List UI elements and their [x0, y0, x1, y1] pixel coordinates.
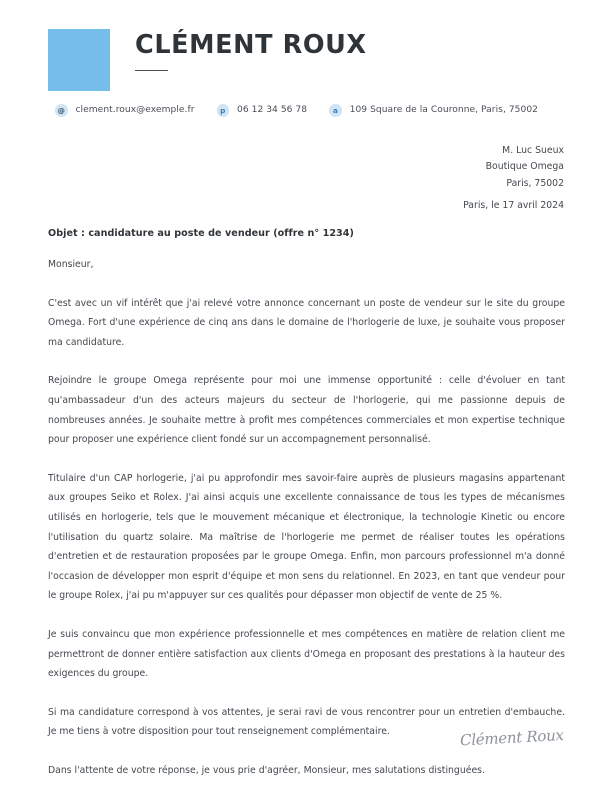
letter-paragraph: C'est avec un vif intérêt que j'ai relevé votre annonce concernant un poste de vendeur sur le site du groupe Omega. Fort d'une expérience de cinq ans dans le domaine de l'horlogerie de luxe, je souhaite vous proposer ma candidature. — [48, 297, 565, 348]
page-title: CLÉMENT ROUX — [135, 30, 367, 60]
letter-paragraph: Rejoindre le groupe Omega représente pour moi une immense opportunité : celle d'évoluer en tant qu'ambassadeur d'un des acteurs majeurs du secteur de l'horlogerie, qui me passionne depuis de nombreuses années. Je souhaite mettre à profit mes compétences commerciales et mon expertise technique pour proposer une expérience client fondé sur un accompagnement personnalisé. — [48, 375, 565, 446]
contact-row — [55, 104, 575, 117]
letter-salutation: Monsieur, — [48, 259, 94, 270]
contact-email-value: clement.roux@exemple.fr — [75, 105, 195, 116]
letter-subject: Objet : candidature au poste de vendeur (offre n° 1234) — [48, 228, 354, 239]
signature: Clément Roux — [460, 726, 565, 750]
letter-paragraph: Dans l'attente de votre réponse, je vous prie d'agréer, Monsieur, mes salutations distinguées. — [48, 764, 485, 776]
contact-phone-value: 06 12 34 56 78 — [237, 105, 308, 116]
recipient-block — [486, 143, 564, 192]
name-block — [135, 28, 367, 71]
letter-body — [48, 255, 565, 780]
title-underline-rule — [135, 70, 168, 72]
at-icon: @ — [55, 104, 68, 117]
brand-color-block — [48, 29, 110, 91]
letter-paragraph: Si ma candidature correspond à vos attentes, je serai ravi de vous rencontrer pour un entretien d'embauche. Je me tiens à votre disposition pour tout renseignement complémentaire. — [48, 706, 565, 738]
contact-address-value: 109 Square de la Couronne, Paris, 75002 — [349, 105, 539, 116]
recipient-company: Boutique Omega — [485, 161, 564, 173]
recipient-city: Paris, 75002 — [506, 177, 564, 189]
recipient-name: M. Luc Sueux — [502, 145, 564, 156]
phone-icon: p — [217, 104, 230, 117]
address-icon: a — [329, 104, 342, 117]
contact-item-phone[interactable] — [217, 104, 308, 117]
letter-header — [48, 28, 564, 106]
contact-item-address[interactable] — [329, 104, 538, 117]
letter-paragraph: Titulaire d'un CAP horlogerie, j'ai pu approfondir mes savoir-faire auprès de plusieurs magasins appartenant aux groupes Seiko et Rolex. J'ai ainsi acquis une excellente connaissance de tous les types de mécanismes utilisés en horlogerie, tels que le mouvement mécanique et électronique, la technologie Kinetic ou encore l'utilisation du quartz solaire. Ma maîtrise de l'horlogerie me permet de réaliser toutes les opérations d'entretien et de restauration proposées par le groupe Omega. Enfin, mon parcours professionnel m'a donné l'occasion de développer mon esprit d'équipe et mon sens du relationnel. En 2023, en tant que vendeur pour le groupe Rolex, j'ai pu m'appuyer sur ces qualités pour dépasser mon objectif de vente de 25 %. — [48, 472, 565, 602]
letter-paragraph: Je suis convaincu que mon expérience professionnelle et mes compétences en matière de relation client me permettront de donner entière satisfaction aux clients d'Omega en proposant des prestations à la hauteur des exigences du groupe. — [48, 628, 565, 680]
letter-date: Paris, le 17 avril 2024 — [463, 200, 564, 211]
contact-item-email[interactable] — [55, 104, 195, 117]
